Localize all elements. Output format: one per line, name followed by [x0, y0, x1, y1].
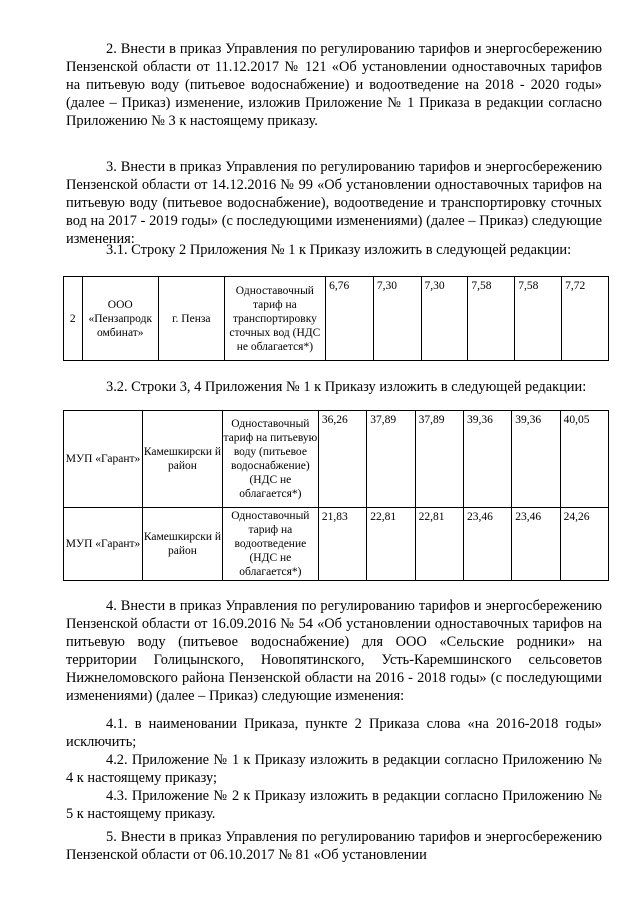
table-row: [64, 508, 609, 581]
paragraph-3-2: 3.2. Строки 3, 4 Приложения № 1 к Приказу изложить в следующей редакции:: [106, 379, 587, 395]
table-row: [64, 411, 609, 508]
value-cell: 39,36: [463, 411, 511, 508]
value-cell: 39,36: [512, 411, 560, 508]
table-rows-3-4: [63, 410, 609, 581]
tariff-name-cell: Одноставочный тариф на питьевую воду (питьевое водоснабжение) (НДС не облагается*): [222, 411, 318, 508]
value-cell: 7,58: [515, 277, 562, 361]
paragraph-4-3: 4.3. Приложение № 2 к Приказу изложить в редакции согласно Приложению № 5 к настоящему приказу.: [66, 788, 602, 822]
territory-cell: Камешкирски й район: [143, 411, 223, 508]
paragraph-4-1: 4.1. в наименовании Приказа, пункте 2 Приказа слова «на 2016-2018 годы» исключить;: [66, 716, 602, 750]
value-cell: 7,30: [373, 277, 421, 361]
value-cell: 7,30: [421, 277, 468, 361]
value-cell: 23,46: [512, 508, 560, 581]
value-cell: 22,81: [415, 508, 463, 581]
value-cell: 37,89: [415, 411, 463, 508]
value-cell: 24,26: [560, 508, 608, 581]
value-cell: 36,26: [318, 411, 366, 508]
table-row: [64, 277, 609, 361]
territory-cell: г. Пенза: [159, 277, 225, 361]
paragraph-3-1: 3.1. Строку 2 Приложения № 1 к Приказу изложить в следующей редакции:: [106, 242, 572, 258]
tariff-name-cell: Одноставочный тариф на транспортировку сточных вод (НДС не облагается*): [224, 277, 326, 361]
row-number: 2: [64, 277, 83, 361]
territory-cell: Камешкирски й район: [143, 508, 223, 581]
value-cell: 21,83: [318, 508, 366, 581]
organization-cell: МУП «Гарант»: [64, 411, 143, 508]
organization-cell: МУП «Гарант»: [64, 508, 143, 581]
value-cell: 6,76: [326, 277, 374, 361]
value-cell: 7,72: [562, 277, 609, 361]
value-cell: 37,89: [367, 411, 415, 508]
value-cell: 7,58: [468, 277, 515, 361]
value-cell: 23,46: [463, 508, 511, 581]
tariff-name-cell: Одноставочный тариф на водоотведение (НДС не облагается*): [222, 508, 318, 581]
organization-cell: ООО «Пензапродк омбинат»: [82, 277, 159, 361]
paragraph-4-2: 4.2. Приложение № 1 к Приказу изложить в редакции согласно Приложению № 4 к настоящему приказу;: [66, 752, 602, 786]
table-row-2: [63, 276, 609, 361]
value-cell: 22,81: [367, 508, 415, 581]
paragraph-3: 3. Внести в приказ Управления по регулированию тарифов и энергосбережению Пензенской области от 14.12.2016 № 99 «Об установлении одноставочных тарифов на питьевую воду (питьевое водоснабжение), водоотведение и транспортировку сточных вод на 2017 - 2019 годы» (с последующими изменениями) (далее – Приказ) следующие изменения:: [66, 159, 602, 247]
paragraph-2: 2. Внести в приказ Управления по регулированию тарифов и энергосбережению Пензенской области от 11.12.2017 № 121 «Об установлении одноставочных тарифов на питьевую воду (питьевое водоснабжение) и водоотведение на 2018 - 2020 годы» (далее – Приказ) изменение, изложив Приложение № 1 Приказа в редакции согласно Приложению № 3 к настоящему приказу.: [66, 41, 602, 129]
value-cell: 40,05: [560, 411, 608, 508]
paragraph-5: 5. Внести в приказ Управления по регулированию тарифов и энергосбережению Пензенской области от 06.10.2017 № 81 «Об установлении: [66, 829, 602, 863]
paragraph-4: 4. Внести в приказ Управления по регулированию тарифов и энергосбережению Пензенской области от 16.09.2016 № 54 «Об установлении одноставочных тарифов на питьевую воду (питьевое водоснабжение) для ООО «Сельские родники» на территории Голицынского, Новопятинского, Усть-Каремшинского сельсоветов Нижнеломовского района Пензенской области на 2016 - 2018 годы» (с последующими изменениями) (далее – Приказ) следующие изменения:: [66, 598, 602, 704]
